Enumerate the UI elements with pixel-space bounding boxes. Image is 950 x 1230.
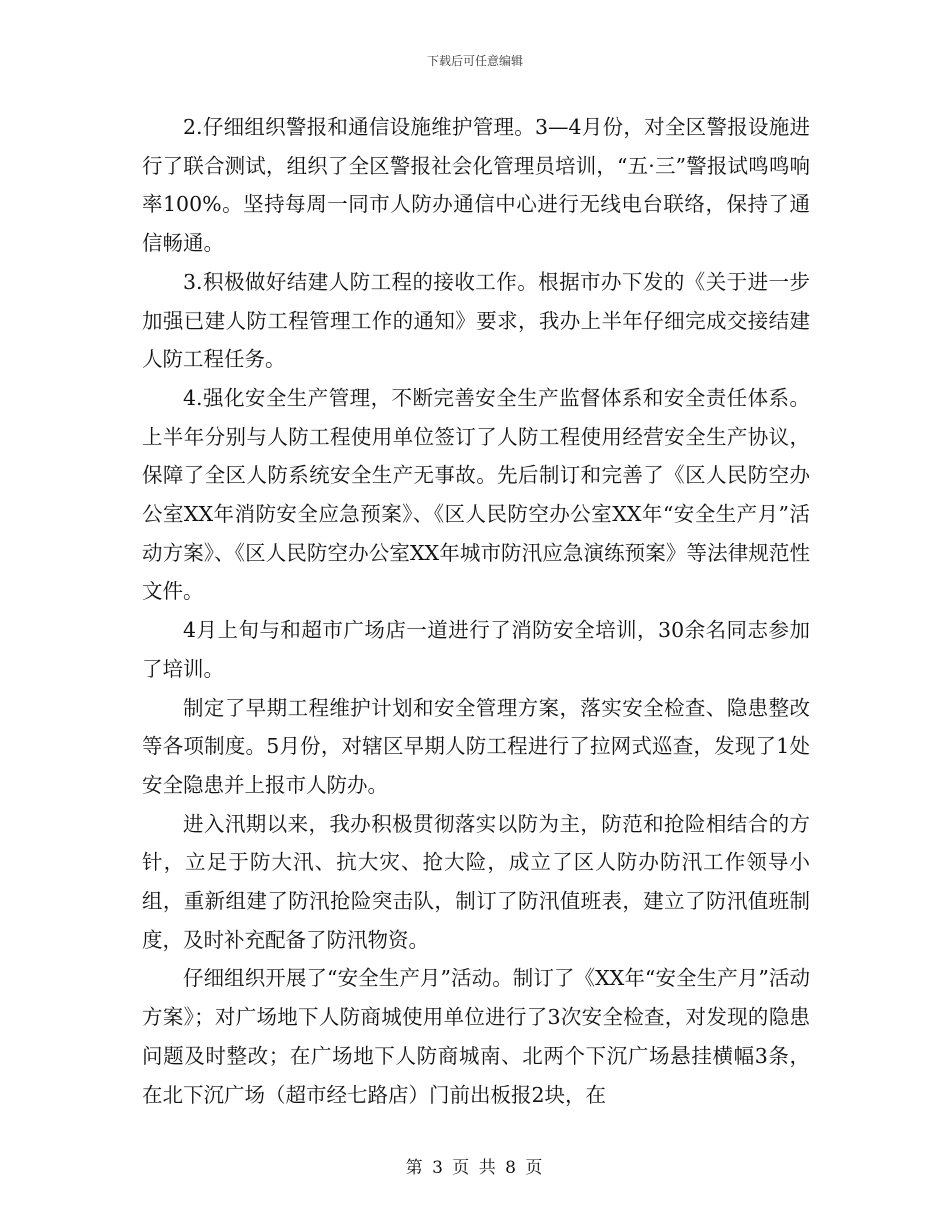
paragraph-safety-month: 仔细组织开展了“安全生产月”活动。制订了《XX年“安全生产月”活动方案》；对广场地下人防商城使用单位进行了3次安全检查，对发现的隐患问题及时整改；在广场地下人防商城南、北两个下沉广场悬挂横幅3条，在北下沉广场（超市经七路店）门前出板报2块，在 [142,966,810,1107]
page-number-footer: 第 3 页 共 8 页 [405,1158,545,1178]
paragraph-flood-season: 进入汛期以来，我办积极贯彻落实以防为主，防范和抢险相结合的方针，立足于防大汛、抗大灾、抢大险，成立了区人防办防汛工作领导小组，重新组建了防汛抢险突击队，制订了防汛值班表，建立了防汛值班制度，及时补充配备了防汛物资。 [142,811,810,952]
paragraph-alarm-communication: 2.仔细组织警报和通信设施维护管理。3—4月份，对全区警报设施进行了联合测试，组织了全区警报社会化管理员培训，“五·三”警报试鸣鸣响率100%。坚持每周一同市人防办通信中心进行无线电台联络，保持了通信畅通。 [142,115,810,256]
page-header: 下载后可任意编辑 [426,54,523,68]
paragraph-maintenance-plan: 制定了早期工程维护计划和安全管理方案，落实安全检查、隐患整改等各项制度。5月份，对辖区早期人防工程进行了拉网式巡查，发现了1处安全隐患并上报市人防办。 [142,695,810,797]
document-body [142,108,810,1114]
paragraph-safety-management: 4.强化安全生产管理，不断完善安全生产监督体系和安全责任体系。上半年分别与人防工程使用单位签订了人防工程使用经营安全生产协议，保障了全区人防系统安全生产无事故。先后制订和完善了《区人民防空办公室XX年消防安全应急预案》、《区人民防空办公室XX年“安全生产月”活动方案》、《区人民防空办公室XX年城市防汛应急演练预案》等法律规范性文件。 [142,385,810,604]
paragraph-project-handover: 3.积极做好结建人防工程的接收工作。根据市办下发的《关于进一步加强已建人防工程管理工作的通知》要求，我办上半年仔细完成交接结建人防工程任务。 [142,269,810,372]
paragraph-fire-training: 4月上旬与和超市广场店一道进行了消防安全培训，30余名同志参加了培训。 [142,618,810,681]
